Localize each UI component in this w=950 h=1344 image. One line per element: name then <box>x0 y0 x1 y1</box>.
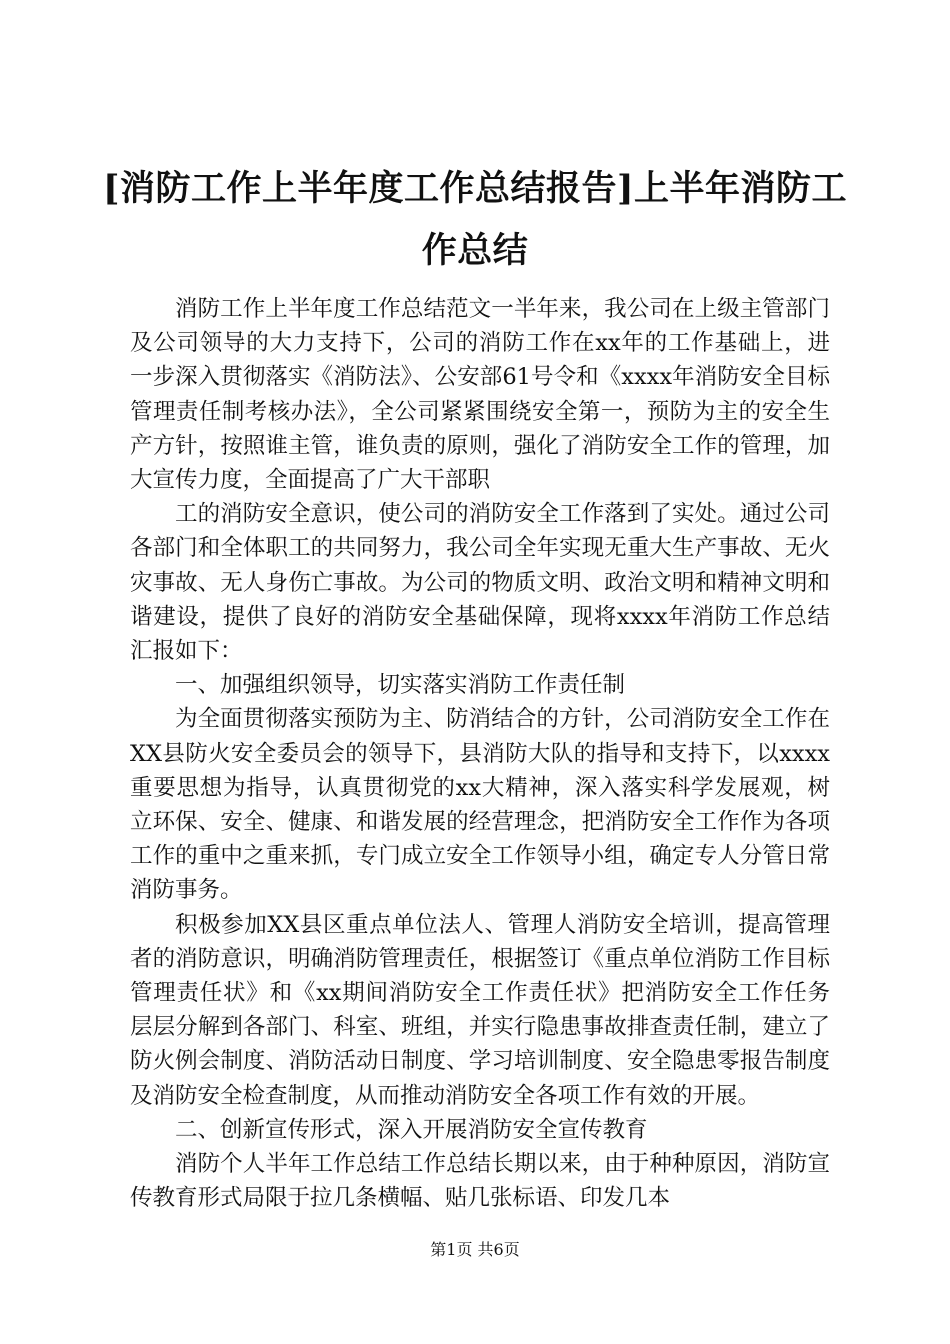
section-heading: 一、加强组织领导，切实落实消防工作责任制 <box>175 672 626 699</box>
section-heading: 二、创新宣传形式，深入开展消防安全宣传教育 <box>175 1116 648 1143</box>
page-number-footer: 第1页 共6页 <box>430 1240 520 1259</box>
body-paragraph: 消防工作上半年度工作总结范文一半年来，我公司在上级主管部门及公司领导的大力支持下，公司的消防工作在xx年的工作基础上，进一步深入贯彻落实《消防法》、公安部61号令和《xxxx年消防安全目标管理责任制考核办法》，全公司紧紧围绕安全第一，预防为主的安全生产方针，按照谁主管，谁负责的原则，强化了消防安全工作的管理，加大宣传力度，全面提高了广大干部职 <box>130 296 830 494</box>
document-title: [消防工作上半年度工作总结报告]上半年消防工作总结 <box>102 168 848 271</box>
body-paragraph: 为全面贯彻落实预防为主、防消结合的方针，公司消防安全工作在XX县防火安全委员会的领导下，县消防大队的指导和支持下，以xxxx重要思想为指导，认真贯彻党的xx大精神，深入落实科学发展观，树立环保、安全、健康、和谐发展的经营理念，把消防安全工作作为各项工作的重中之重来抓，专门成立安全工作领导小组，确定专人分管日常消防事务。 <box>130 706 830 904</box>
document-body <box>130 292 830 1215</box>
body-paragraph: 消防个人半年工作总结工作总结长期以来，由于种种原因，消防宣传教育形式局限于拉几条横幅、贴几张标语、印发几本 <box>130 1151 830 1212</box>
body-paragraph: 积极参加XX县区重点单位法人、管理人消防安全培训，提高管理者的消防意识，明确消防管理责任，根据签订《重点单位消防工作目标管理责任状》和《xx期间消防安全工作责任状》把消防安全工作任务层层分解到各部门、科室、班组，并实行隐患事故排查责任制，建立了防火例会制度、消防活动日制度、学习培训制度、安全隐患零报告制度及消防安全检查制度，从而推动消防安全各项工作有效的开展。 <box>130 911 830 1109</box>
body-paragraph: 工的消防安全意识，使公司的消防安全工作落到了实处。通过公司各部门和全体职工的共同努力，我公司全年实现无重大生产事故、无火灾事故、无人身伤亡事故。为公司的物质文明、政治文明和精神文明和谐建设，提供了良好的消防安全基础保障，现将xxxx年消防工作总结汇报如下： <box>130 501 830 665</box>
